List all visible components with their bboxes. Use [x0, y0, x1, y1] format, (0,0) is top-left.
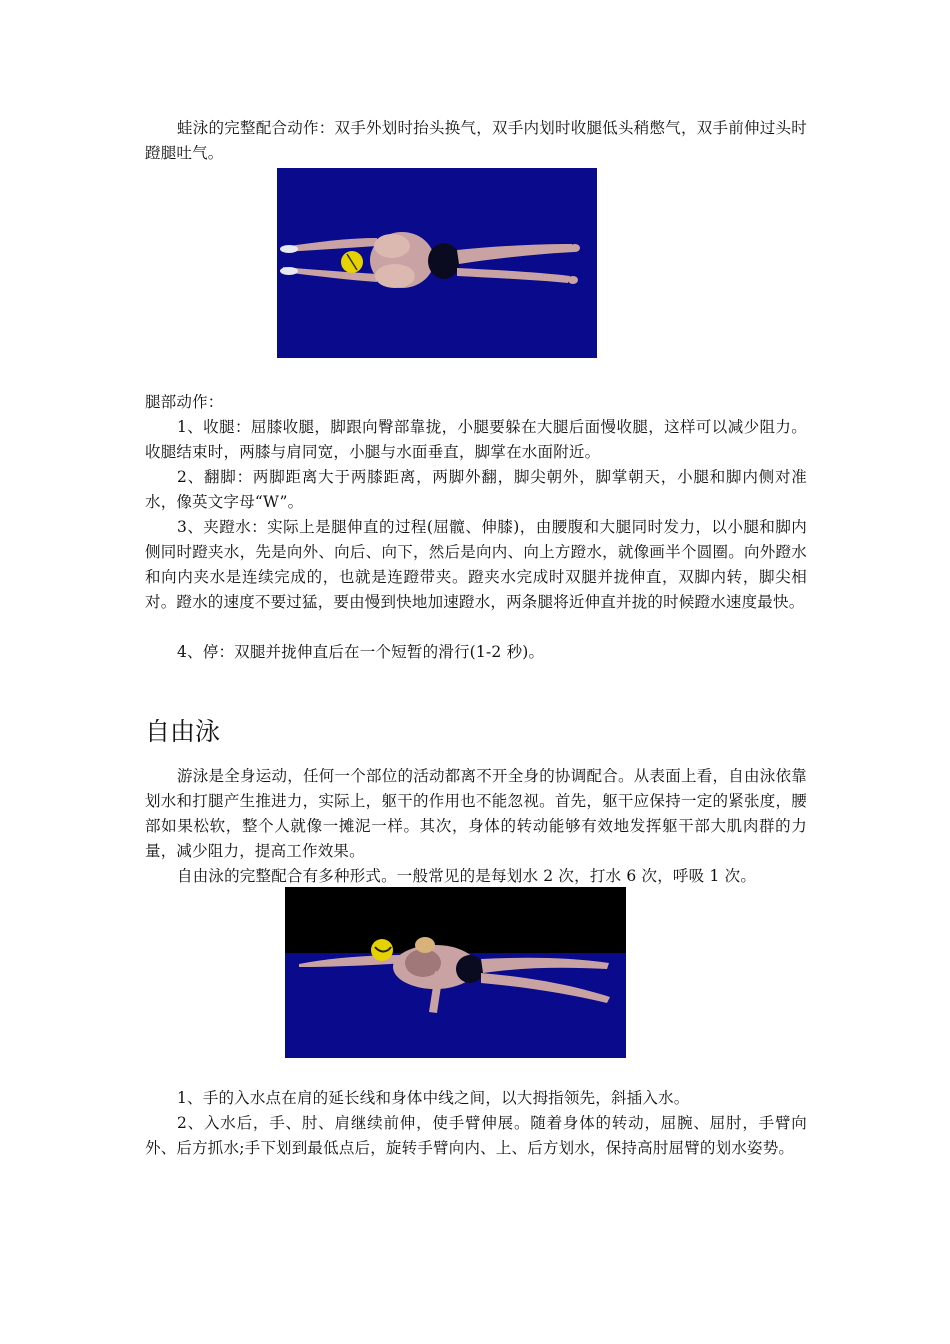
breaststroke-coordination-text: 蛙泳的完整配合动作：双手外划时抬头换气，双手内划时收腿低头稍憋气，双手前伸过头时蹬腿吐气。: [145, 119, 807, 162]
leg-step-4: 4、停：双腿并拢伸直后在一个短暂的滑行(1-2 秒)。: [177, 643, 545, 661]
leg-step-1: 1、收腿：屈膝收腿，脚跟向臀部靠拢，小腿要躲在大腿后面慢收腿，这样可以减少阻力。收腿结束时，两膝与肩同宽，小腿与水面垂直，脚掌在水面附近。: [145, 418, 807, 461]
freestyle-step-1: 1、手的入水点在肩的延长线和身体中线之间，以大拇指领先，斜插入水。: [177, 1089, 690, 1107]
freestyle-intro: 游泳是全身运动，任何一个部位的活动都离不开全身的协调配合。从表面上看，自由泳依靠划水和打腿产生推进力，实际上，躯干的作用也不能忽视。首先，躯干应保持一定的紧张度，腰部如果松软，整个人就像一摊泥一样。其次，身体的转动能够有效地发挥躯干部大肌肉群的力量，减少阻力，提高工作效果。: [145, 767, 807, 860]
freestyle-heading: 自由泳: [145, 717, 221, 746]
breaststroke-figure: [277, 168, 597, 358]
leg-step-2: 2、翻脚：两脚距离大于两膝距离，两脚外翻，脚尖朝外，脚掌朝天，小腿和脚内侧对准水，像英文字母“W”。: [145, 468, 807, 511]
leg-action-title: 腿部动作：: [145, 393, 224, 411]
leg-step-3: 3、夹蹬水：实际上是腿伸直的过程(屈髋、伸膝)，由腰腹和大腿同时发力，以小腿和脚内侧同时蹬夹水，先是向外、向后、向下，然后是向内、向上方蹬水，就像画半个圆圈。向外蹬水和向内夹水是连续完成的，也就是连蹬带夹。蹬夹水完成时双腿并拢伸直，双脚内转，脚尖相对。蹬水的速度不要过猛，要由慢到快地加速蹬水，两条腿将近伸直并拢的时候蹬水速度最快。: [145, 518, 807, 611]
freestyle-coordination: 自由泳的完整配合有多种形式。一般常见的是每划水 2 次，打水 6 次，呼吸 1 次。: [177, 867, 757, 885]
freestyle-figure: [285, 887, 626, 1058]
freestyle-step-2: 2、入水后，手、肘、肩继续前伸，使手臂伸展。随着身体的转动，屈腕、屈肘，手臂向外、后方抓水;手下划到最低点后，旋转手臂向内、上、后方划水，保持高肘屈臂的划水姿势。: [145, 1114, 807, 1157]
